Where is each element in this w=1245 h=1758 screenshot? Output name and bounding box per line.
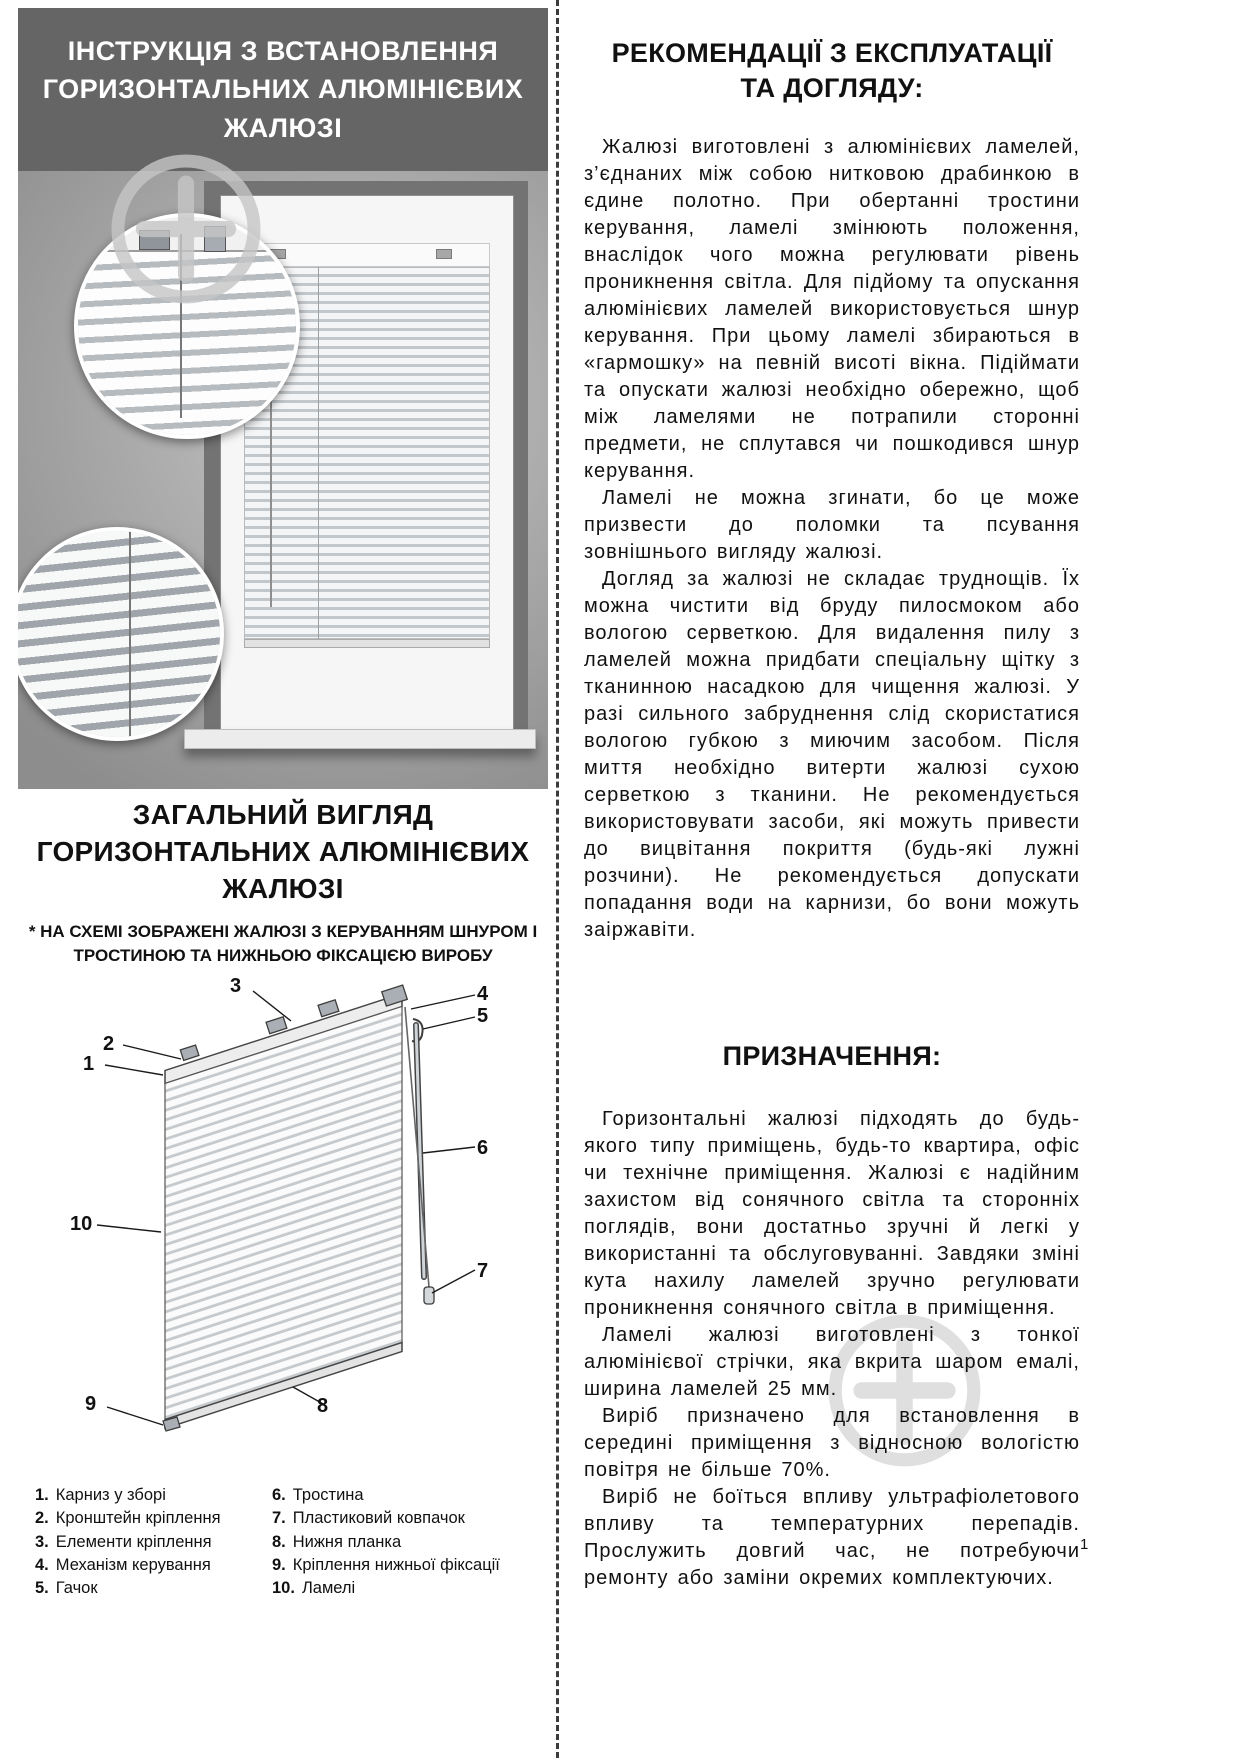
blinds-bottom-rail xyxy=(244,639,490,648)
legend-number: 1. xyxy=(35,1486,49,1504)
page-number: 1 xyxy=(1080,1536,1089,1553)
zoom-cord xyxy=(129,531,131,737)
legend-label: Елементи кріплення xyxy=(55,1532,212,1551)
legend-item xyxy=(272,1487,545,1504)
legend-label: Нижня планка xyxy=(292,1532,402,1551)
left-header-banner xyxy=(18,8,548,171)
right-column xyxy=(584,36,1080,1592)
care-title-line: ТА ДОГЛЯДУ: xyxy=(740,73,924,104)
care-title xyxy=(584,36,1080,106)
overview-title-line: ГОРИЗОНТАЛЬНИХ АЛЮМІНІЄВИХ xyxy=(36,835,530,867)
zoom-bracket xyxy=(139,230,170,250)
diagram-label-8: 8 xyxy=(317,1395,329,1417)
zoom-cord xyxy=(180,234,182,417)
legend-item xyxy=(272,1534,545,1551)
legend-number: 3. xyxy=(35,1532,49,1551)
care-paragraph: Жалюзі виготовлені з алюмінієвих ламелей, з’єднаних між собою нитковою драбинкою в єдине полотно. При обертанні тростини керування, ламелі змінюють положення, внаслідок чого можна регулювати рівень проникнення світла. Для підйому та опускання алюмінієвих ламелей використовується шнур керування. При цьому ламелі збираються в «гармошку» на певній висоті вікна. Підіймати та опускати жалюзі необхідно обережно, щоб між ламелями не потрапили сторонні предмети, не сплутався чи пошкодився шнур керування. xyxy=(584,136,1080,483)
purpose-paragraph: Ламелі жалюзі виготовлені з тонкої алюмінієвої стрічки, яка вкрита шаром емалі, ширина ламелей 25 мм. xyxy=(584,1324,1080,1401)
legend-item xyxy=(35,1487,272,1504)
legend-label: Гачок xyxy=(55,1579,98,1598)
page-title-line: ГОРИЗОНТАЛЬНИХ АЛЮМІНІЄВИХ xyxy=(42,74,524,105)
legend-label: Ламелі xyxy=(301,1579,356,1598)
legend-label: Механізм керування xyxy=(55,1555,211,1574)
purpose-title: ПРИЗНАЧЕННЯ: xyxy=(722,1041,942,1072)
blinds-cord xyxy=(318,267,319,639)
legend-item xyxy=(272,1510,545,1527)
legend-number: 5. xyxy=(35,1579,49,1598)
legend-number: 2. xyxy=(35,1509,49,1528)
purpose-paragraph: Виріб не боїться впливу ультрафіолетового впливу та температурних перепадів. Прослужить довгий час, не потребуючи ремонту або заміни окремих комплектуючих. xyxy=(584,1486,1080,1590)
page-title-line: ІНСТРУКЦІЯ З ВСТАНОВЛЕННЯ xyxy=(67,36,499,66)
diagram-label-7: 7 xyxy=(477,1260,489,1282)
legend-label: Тростина xyxy=(292,1486,364,1504)
legend-item xyxy=(35,1510,272,1527)
legend-item xyxy=(35,1534,272,1551)
legend-label: Карниз у зборі xyxy=(55,1486,166,1504)
diagram-label-3: 3 xyxy=(230,975,242,997)
diagram-label-1: 1 xyxy=(83,1053,95,1075)
legend-number: 6. xyxy=(272,1486,286,1504)
legend-item xyxy=(35,1580,272,1597)
legend-number: 8. xyxy=(272,1532,286,1551)
legend-column-2 xyxy=(272,1487,545,1604)
zoom-headrail xyxy=(78,217,296,252)
overview-title xyxy=(18,797,548,908)
overview-note-line: * НА СХЕМІ ЗОБРАЖЕНІ ЖАЛЮЗІ З КЕРУВАННЯМ ШНУРОМ І xyxy=(28,922,538,941)
diagram-label-10: 10 xyxy=(70,1213,93,1235)
legend-label: Кріплення нижньої фіксації xyxy=(292,1555,500,1574)
overview-title-line: ЗАГАЛЬНИЙ ВИГЛЯД xyxy=(132,799,434,830)
overview-title-line: ЖАЛЮЗІ xyxy=(222,872,344,904)
overview-note xyxy=(18,920,548,968)
zoom-circle-bottom xyxy=(18,527,224,741)
legend-label: Кронштейн кріплення xyxy=(55,1509,221,1528)
parts-legend xyxy=(35,1487,545,1604)
diagram-label-2: 2 xyxy=(103,1033,115,1055)
legend-number: 7. xyxy=(272,1509,286,1528)
legend-label: Пластиковий ковпачок xyxy=(292,1509,465,1528)
legend-item xyxy=(35,1557,272,1574)
window-sill xyxy=(184,729,536,749)
window-photo xyxy=(18,171,548,789)
diagram-label-9: 9 xyxy=(85,1393,97,1415)
zoom-slats xyxy=(74,240,300,439)
zoom-slats xyxy=(18,527,224,741)
zoom-mechanism xyxy=(204,226,226,252)
blinds-diagram xyxy=(25,975,545,1480)
legend-number: 9. xyxy=(272,1555,286,1574)
legend-item xyxy=(272,1557,545,1574)
legend-column-1 xyxy=(35,1487,272,1604)
purpose-paragraph: Горизонтальні жалюзі підходять до будь-якого типу приміщень, будь-то квартира, офіс чи технічне приміщення. Жалюзі є надійним захистом від сонячного світла та сторонніх поглядів, вони достатньо зручні й легкі у використанні та обслуговуванні. Завдяки зміні кута нахилу ламелей зручно регулювати проникнення сонячного світла в приміщення. xyxy=(584,1108,1080,1320)
legend-number: 4. xyxy=(35,1555,49,1574)
overview-note-line: ТРОСТИНОЮ ТА НИЖНЬОЮ ФІКСАЦІЄЮ ВИРОБУ xyxy=(73,945,493,965)
care-title-line: РЕКОМЕНДАЦІЇ З ЕКСПЛУАТАЦІЇ xyxy=(611,38,1053,68)
legend-number: 10. xyxy=(272,1579,295,1598)
diagram-label-5: 5 xyxy=(477,1005,489,1027)
page-title-line: ЖАЛЮЗІ xyxy=(223,112,343,143)
diagram-label-6: 6 xyxy=(477,1137,489,1159)
legend-item xyxy=(272,1580,545,1597)
zoom-circle-top xyxy=(74,213,300,439)
purpose-paragraph: Виріб призначено для встановлення в середині приміщення з відносною вологістю повітря не більше 70%. xyxy=(584,1405,1080,1482)
care-paragraph: Ламелі не можна згинати, бо це може призвести до поломки та псування зовнішнього вигляду жалюзі. xyxy=(584,487,1080,564)
headrail-bracket xyxy=(436,249,452,259)
care-paragraph: Догляд за жалюзі не складає труднощів. Їх можна чистити від бруду пилосмоком або вологою серветкою. Для видалення пилу з ламелей можна придбати спеціальну щітку з тканинною насадкою для чищення жалюзі. У разі сильного забруднення слід скористатися вологою губкою з миючим засобом. Після миття необхідно витерти жалюзі сухою серветкою з тканини. Не рекомендується використовувати засоби, які можуть привести до вицвітання покриття (будь-які лужні розчини). Не рекомендується допускати попадання води на карнизи, бо вони можуть заіржавіти. xyxy=(584,568,1080,942)
diagram-label-4: 4 xyxy=(477,983,489,1005)
column-divider xyxy=(556,0,559,1758)
